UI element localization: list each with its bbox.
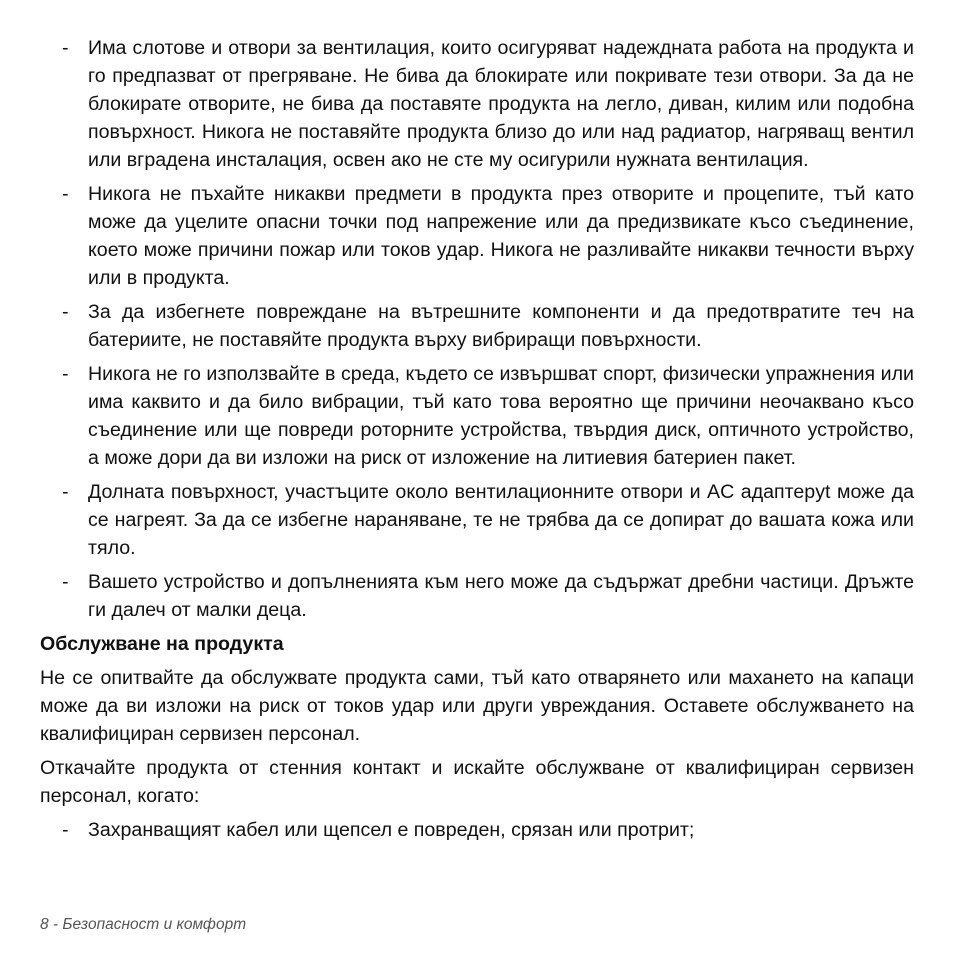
list-item [40, 34, 914, 174]
list-item-text: Има слотове и отвори за вентилация, които осигуряват надеждната работа на продукта и го предпазват от прегряване. Не бива да блокирате или покривате тези отвори. За да не блокирате отворите, не бива да поставяте продукта на легло, диван, килим или подобна повърхност. Никога не поставяйте продукта близо до или над радиатор, нагряващ вентил или вградена инсталация, освен ако не сте му осигурили нужната вентилация. [88, 37, 914, 171]
list-item [40, 568, 914, 624]
service-bullet-list [40, 816, 914, 844]
safety-bullet-list [40, 34, 914, 624]
list-item [40, 478, 914, 562]
section-heading: Обслужване на продукта [40, 633, 284, 655]
service-paragraph: Не се опитвайте да обслужвате продукта сами, тъй като отварянето или махането на капаци може да ви изложи на риск от токов удар или други увреждания. Оставете обслужването на квалифициран сервизен персонал. [40, 667, 914, 745]
list-item-text: За да избегнете повреждане на вътрешните компоненти и да предотвратите теч на батериите, не поставяйте продукта върху вибриращи повърхности. [88, 301, 914, 351]
list-item-text: Вашето устройство и допълненията към него може да съдържат дребни частици. Дръжте ги далеч от малки деца. [88, 571, 914, 621]
bullet-dash: - [62, 819, 69, 841]
list-item [40, 816, 914, 844]
list-item-text: Долната повърхност, участъците около вентилационните отвори и AC адаптерyt може да се нагреят. За да се избегне нараняване, те не трябва да се допират до вашата кожа или тяло. [88, 481, 914, 559]
bullet-dash: - [62, 301, 69, 323]
list-item [40, 298, 914, 354]
bullet-dash: - [62, 363, 69, 385]
list-item-text: Никога не го използвайте в среда, където се извършват спорт, физически упражнения или има каквито и да било вибрации, тъй като това вероятно ще причини неочаквано късо съединение или ще повреди роторните устройства, твърдия диск, оптичното устройство, а може дори да ви изложи на риск от изложение на литиевия батериен пакет. [88, 363, 914, 469]
page-footer: 8 - Безопасност и комфорт [40, 916, 247, 933]
page-content [40, 34, 914, 850]
list-item [40, 360, 914, 472]
list-item-text: Никога не пъхайте никакви предмети в продукта през отворите и процепите, тъй като може да уцелите опасни точки под напрежение или да предизвикате късо съединение, което може причини пожар или токов удар. Никога не разливайте никакви течности върху или в продукта. [88, 183, 914, 289]
unplug-paragraph: Откачайте продукта от стенния контакт и искайте обслужване от квалифициран сервизен персонал, когато: [40, 757, 914, 807]
list-item-text: Захранващият кабел или щепсел е повреден, срязан или протрит; [88, 819, 695, 841]
bullet-dash: - [62, 481, 69, 503]
list-item [40, 180, 914, 292]
bullet-dash: - [62, 37, 69, 59]
bullet-dash: - [62, 571, 69, 593]
bullet-dash: - [62, 183, 69, 205]
